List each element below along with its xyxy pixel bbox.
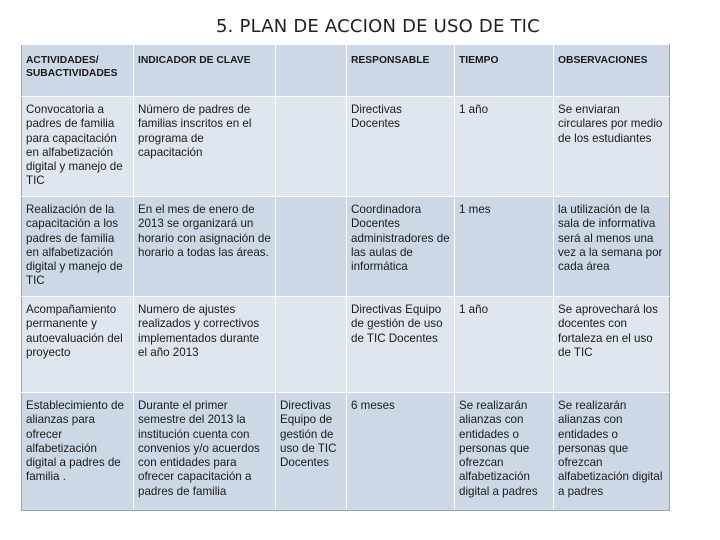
table-row (22, 393, 670, 511)
header-cell: RESPONSABLE (347, 45, 455, 97)
header-cell (276, 45, 347, 97)
table-cell (276, 97, 347, 197)
page-title: 5. PLAN DE ACCION DE USO DE TIC (216, 16, 540, 37)
table-cell: 1 mes (455, 197, 554, 297)
table-cell: Directivas Docentes (347, 97, 455, 197)
table-cell: Realización de la capacitación a los padres de familia en alfabetización digital y manejo de TIC (22, 197, 134, 297)
table-cell: Directivas Equipo de gestión de uso de TIC Docentes (276, 393, 347, 511)
header-row (22, 45, 670, 97)
table-cell: Acompañamiento permanente y autoevaluación del proyecto (22, 297, 134, 393)
table-cell: 1 año (455, 97, 554, 197)
table-cell: 1 año (455, 297, 554, 393)
table-cell: Directivas Equipo de gestión de uso de TIC Docentes (347, 297, 455, 393)
table-row (22, 97, 670, 197)
table-cell (276, 197, 347, 297)
header-cell: OBSERVACIONES (554, 45, 670, 97)
table-cell (276, 297, 347, 393)
table-cell: Número de padres de familias inscritos en el programa de capacitación (134, 97, 276, 197)
table-cell: Se enviaran circulares por medio de los estudiantes (554, 97, 670, 197)
table-cell: Se aprovechará los docentes con fortaleza en el uso de TIC (554, 297, 670, 393)
table-cell: Establecimiento de alianzas para ofrecer alfabetización digital a padres de familia . (22, 393, 134, 511)
table-cell: Numero de ajustes realizados y correctivos implementados durante el año 2013 (134, 297, 276, 393)
table-cell: Durante el primer semestre del 2013 la institución cuenta con convenios y/o acuerdos con entidades para ofrecer capacitación a padres de familia (134, 393, 276, 511)
table-row (22, 197, 670, 297)
table-cell: En el mes de enero de 2013 se organizará un horario con asignación de horario a todas las áreas. (134, 197, 276, 297)
table-cell: Se realizarán alianzas con entidades o personas que ofrezcan alfabetización digital a padres (554, 393, 670, 511)
header-cell: TIEMPO (455, 45, 554, 97)
table-cell: Convocatoria a padres de familia para capacitación en alfabetización digital y manejo de TIC (22, 97, 134, 197)
header-cell: INDICADOR DE CLAVE (134, 45, 276, 97)
table-cell: la utilización de la sala de informativa será al menos una vez a la semana por cada área (554, 197, 670, 297)
table-cell: 6 meses (347, 393, 455, 511)
action-plan-table (21, 44, 670, 511)
header-cell: ACTIVIDADES/ SUBACTIVIDADES (22, 45, 134, 97)
table-cell: Coordinadora Docentes administradores de las aulas de informática (347, 197, 455, 297)
table-row (22, 297, 670, 393)
table-cell: Se realizarán alianzas con entidades o personas que ofrezcan alfabetización digital a padres (455, 393, 554, 511)
